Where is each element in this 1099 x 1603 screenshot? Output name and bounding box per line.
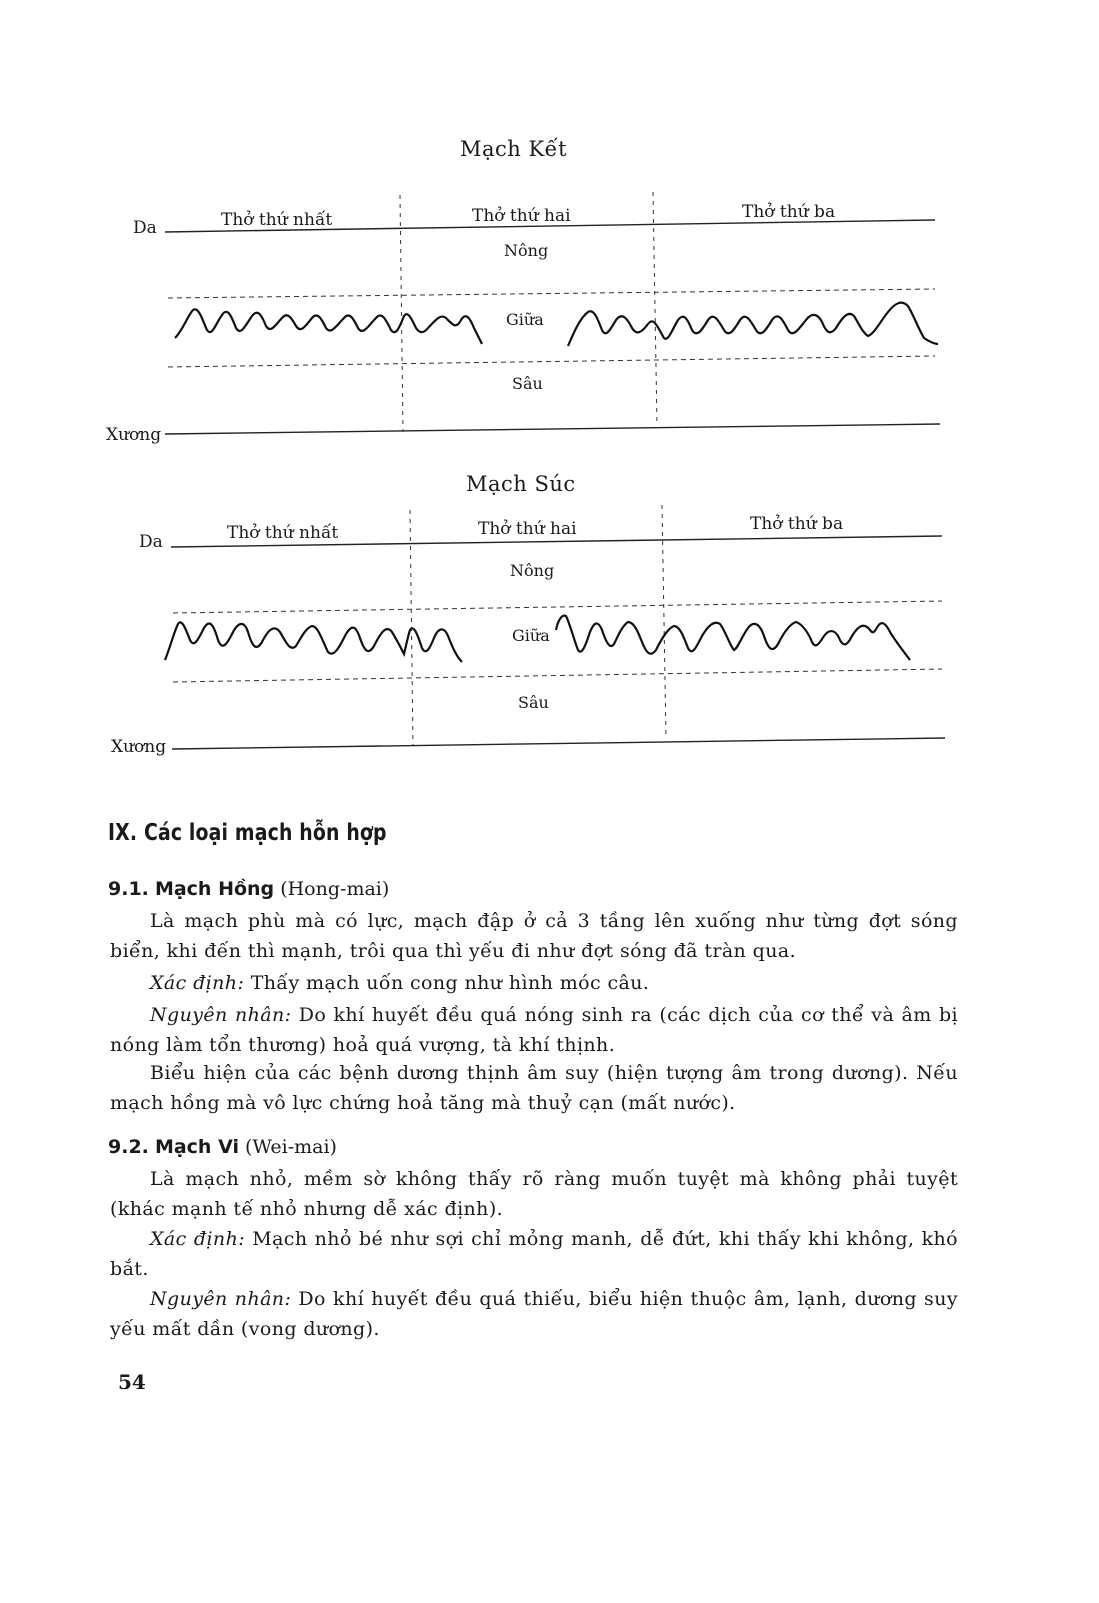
paragraph-text: Là mạch nhỏ, mềm sờ không thấy rõ ràng muốn tuyệt mà không phải tuyệt (khác mạnh tế nhỏ nhưng dễ xác định). [110,1168,958,1220]
diagram-lines [0,0,1099,780]
breath-label-2: Thở thứ hai [472,206,571,226]
paragraph [110,1000,958,1060]
subsection-heading-9-1 [108,878,389,900]
subsection-number: 9.2. [108,1136,149,1158]
breath-label-3: Thở thứ ba [750,514,844,534]
paragraph [110,906,958,966]
section-heading: IX. Các loại mạch hỗn hợp [108,820,387,846]
paragraph [110,1058,958,1118]
breath-label-3: Thở thứ ba [742,202,836,222]
diagram-mach-suc [0,0,1099,780]
paragraph-lead: Nguyên nhân: [150,1004,292,1026]
layer-label-nong: Nông [510,561,555,580]
paragraph-text: Do khí huyết đều quá nóng sinh ra (các dịch của cơ thể và âm bị nóng làm tổn thương) hoả quá vượng, tà khí thịnh. [110,1004,958,1056]
subsection-name: Mạch Hồng [154,878,275,900]
paragraph-text: Là mạch phù mà có lực, mạch đập ở cả 3 tầng lên xuống như từng đợt sóng biển, khi đến thì mạnh, trôi qua thì yếu đi như đợt sóng đã tràn qua. [110,910,958,962]
paragraph [110,1164,958,1224]
paragraph-text: Biểu hiện của các bệnh dương thịnh âm suy (hiện tượng âm trong dương). Nếu mạch hồng mà vô lực chứng hoả tăng mà thuỷ cạn (mất nước). [110,1062,958,1114]
layer-label-giua: Giữa [506,310,544,329]
paragraph-lead: Nguyên nhân: [150,1288,292,1310]
paragraph [110,1284,958,1344]
subsection-number: 9.1. [108,878,149,900]
subsection-romanization: (Hong-mai) [280,878,390,900]
label-da: Da [133,218,157,238]
subsection-romanization: (Wei-mai) [245,1136,337,1158]
paragraph-lead: Xác định: [150,1228,246,1250]
paragraph-text: Mạch nhỏ bé như sợi chỉ mỏng manh, dễ đứt, khi thấy khi không, khó bắt. [110,1228,959,1280]
label-xuong: Xương [106,425,162,445]
label-xuong: Xương [111,737,167,757]
label-da: Da [139,532,163,552]
layer-label-sau: Sâu [512,374,543,393]
layer-label-giua: Giữa [512,626,550,645]
subsection-name: Mạch Vi [154,1136,239,1158]
breath-label-1: Thở thứ nhất [227,523,339,543]
breath-label-2: Thở thứ hai [478,519,577,539]
layer-label-nong: Nông [504,241,549,260]
page-number: 54 [118,1370,146,1394]
paragraph-lead: Xác định: [150,972,245,994]
paragraph [110,968,958,998]
layer-label-sau: Sâu [518,693,549,712]
subsection-heading-9-2 [108,1136,337,1158]
diagram-title: Mạch Kết [460,137,568,161]
paragraph [110,1224,958,1284]
diagram-title: Mạch Súc [466,472,576,496]
paragraph-text: Thấy mạch uốn cong như hình móc câu. [244,972,650,994]
breath-label-1: Thở thứ nhất [221,210,333,230]
paragraph-text: Do khí huyết đều quá thiếu, biểu hiện thuộc âm, lạnh, dương suy yếu mất dần (vong dương). [110,1288,958,1340]
